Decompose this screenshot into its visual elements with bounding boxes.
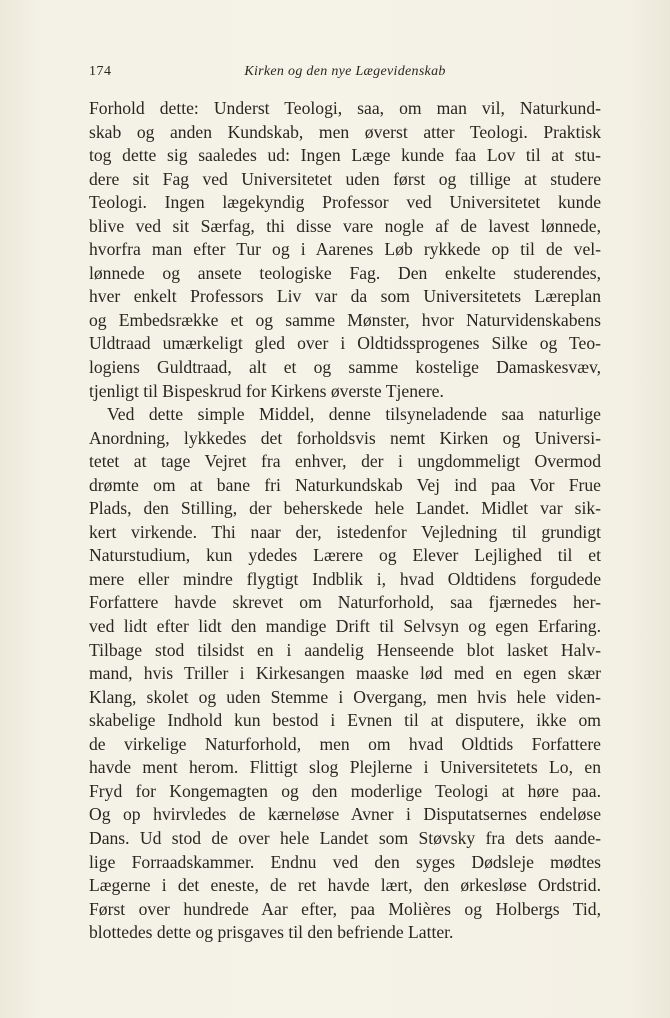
text-line: drømte om at bane fri Naturkundskab Vej ind paa Vor Frue xyxy=(89,474,601,495)
text-line: Forfattere havde skrevet om Naturforhold, saa fjærnedes her- xyxy=(89,592,601,613)
text-line: tetet at tage Vejret fra enhver, der i ungdommeligt Overmod xyxy=(89,451,601,472)
text-line: hvorfra man efter Tur og i Aarenes Løb rykkede op til de vel- xyxy=(89,239,601,260)
text-line: blottedes dette og prisgaves til den befriende Latter. xyxy=(89,922,454,943)
text-line: Anordning, lykkedes det forholdsvis nemt Kirken og Universi- xyxy=(89,427,601,448)
text-line: hver enkelt Professors Liv var da som Universitetets Læreplan xyxy=(89,286,601,307)
text-line: lige Forraadskammer. Endnu ved den syges Dødsleje mødtes xyxy=(89,851,601,872)
text-line: mand, hvis Triller i Kirkesangen maaske lød med en egen skær xyxy=(89,663,601,684)
text-line: Naturstudium, kun ydedes Lærere og Elever Lejlighed til et xyxy=(89,545,601,566)
running-title: Kirken og den nye Lægevidenskab xyxy=(244,64,446,79)
text-line: Tilbage stod tilsidst en i aandelig Henseende blot lasket Halv- xyxy=(89,639,601,660)
text-line: Teologi. Ingen lægekyndig Professor ved Universitetet kunde xyxy=(89,192,601,213)
paragraph xyxy=(89,403,601,945)
text-line: blive ved sit Særfag, thi disse vare nogle af de lavest lønnede, xyxy=(89,215,601,236)
body-text xyxy=(89,97,601,945)
text-line: Og op hvirvledes de kærneløse Avner i Disputatsernes endeløse xyxy=(89,804,601,825)
text-line: Først over hundrede Aar efter, paa Molières og Holbergs Tid, xyxy=(89,898,601,919)
text-line: og Embedsrække et og samme Mønster, hvor Naturvidenskabens xyxy=(89,309,601,330)
text-line: Fryd for Kongemagten og den moderlige Teologi at høre paa. xyxy=(89,780,601,801)
text-line: skabelige Indhold kun bestod i Evnen til at disputere, ikke om xyxy=(89,710,601,731)
text-line: Uldtraad umærkeligt gled over i Oldtidssprogenes Silke og Teo- xyxy=(89,333,601,354)
text-line: Lægerne i det eneste, de ret havde lært, den ørkesløse Ordstrid. xyxy=(89,875,601,896)
text-line: Plads, den Stilling, der beherskede hele Landet. Midlet var sik- xyxy=(89,498,601,519)
page-number: 174 xyxy=(89,64,112,79)
text-line: skab og anden Kundskab, men øverst atter Teologi. Praktisk xyxy=(89,121,601,142)
text-line: havde ment herom. Flittigt slog Plejlerne i Universitetets Lo, en xyxy=(89,757,601,778)
text-line: ved lidt efter lidt den mandige Drift til Selvsyn og egen Erfaring. xyxy=(89,616,601,637)
text-line: Klang, skolet og uden Stemme i Overgang, men hvis hele viden- xyxy=(89,686,601,707)
page-header xyxy=(89,64,601,86)
text-line: mere eller mindre flygtigt Indblik i, hvad Oldtidens forgudede xyxy=(89,568,601,589)
text-line: kert virkende. Thi naar der, istedenfor Vejledning til grundigt xyxy=(89,521,601,542)
text-line: logiens Guldtraad, alt et og samme kostelige Damaskesvæv, xyxy=(89,357,601,378)
text-line: tjenligt til Bispeskrud for Kirkens øverste Tjenere. xyxy=(89,380,444,401)
text-line: lønnede og ansete teologiske Fag. Den enkelte studerendes, xyxy=(89,262,601,283)
text-line: Ved dette simple Middel, denne tilsyneladende saa naturlige xyxy=(107,404,601,425)
text-line: Forhold dette: Underst Teologi, saa, om man vil, Naturkund- xyxy=(89,98,601,118)
paragraph xyxy=(89,97,601,403)
text-line: dere sit Fag ved Universitetet uden først og tillige at studere xyxy=(89,168,601,189)
text-line: Dans. Ud stod de over hele Landet som Støvsky fra dets aande- xyxy=(89,827,601,848)
text-line: tog dette sig saaledes ud: Ingen Læge kunde faa Lov til at stu- xyxy=(89,145,601,166)
text-line: de virkelige Naturforhold, men om hvad Oldtids Forfattere xyxy=(89,733,601,754)
